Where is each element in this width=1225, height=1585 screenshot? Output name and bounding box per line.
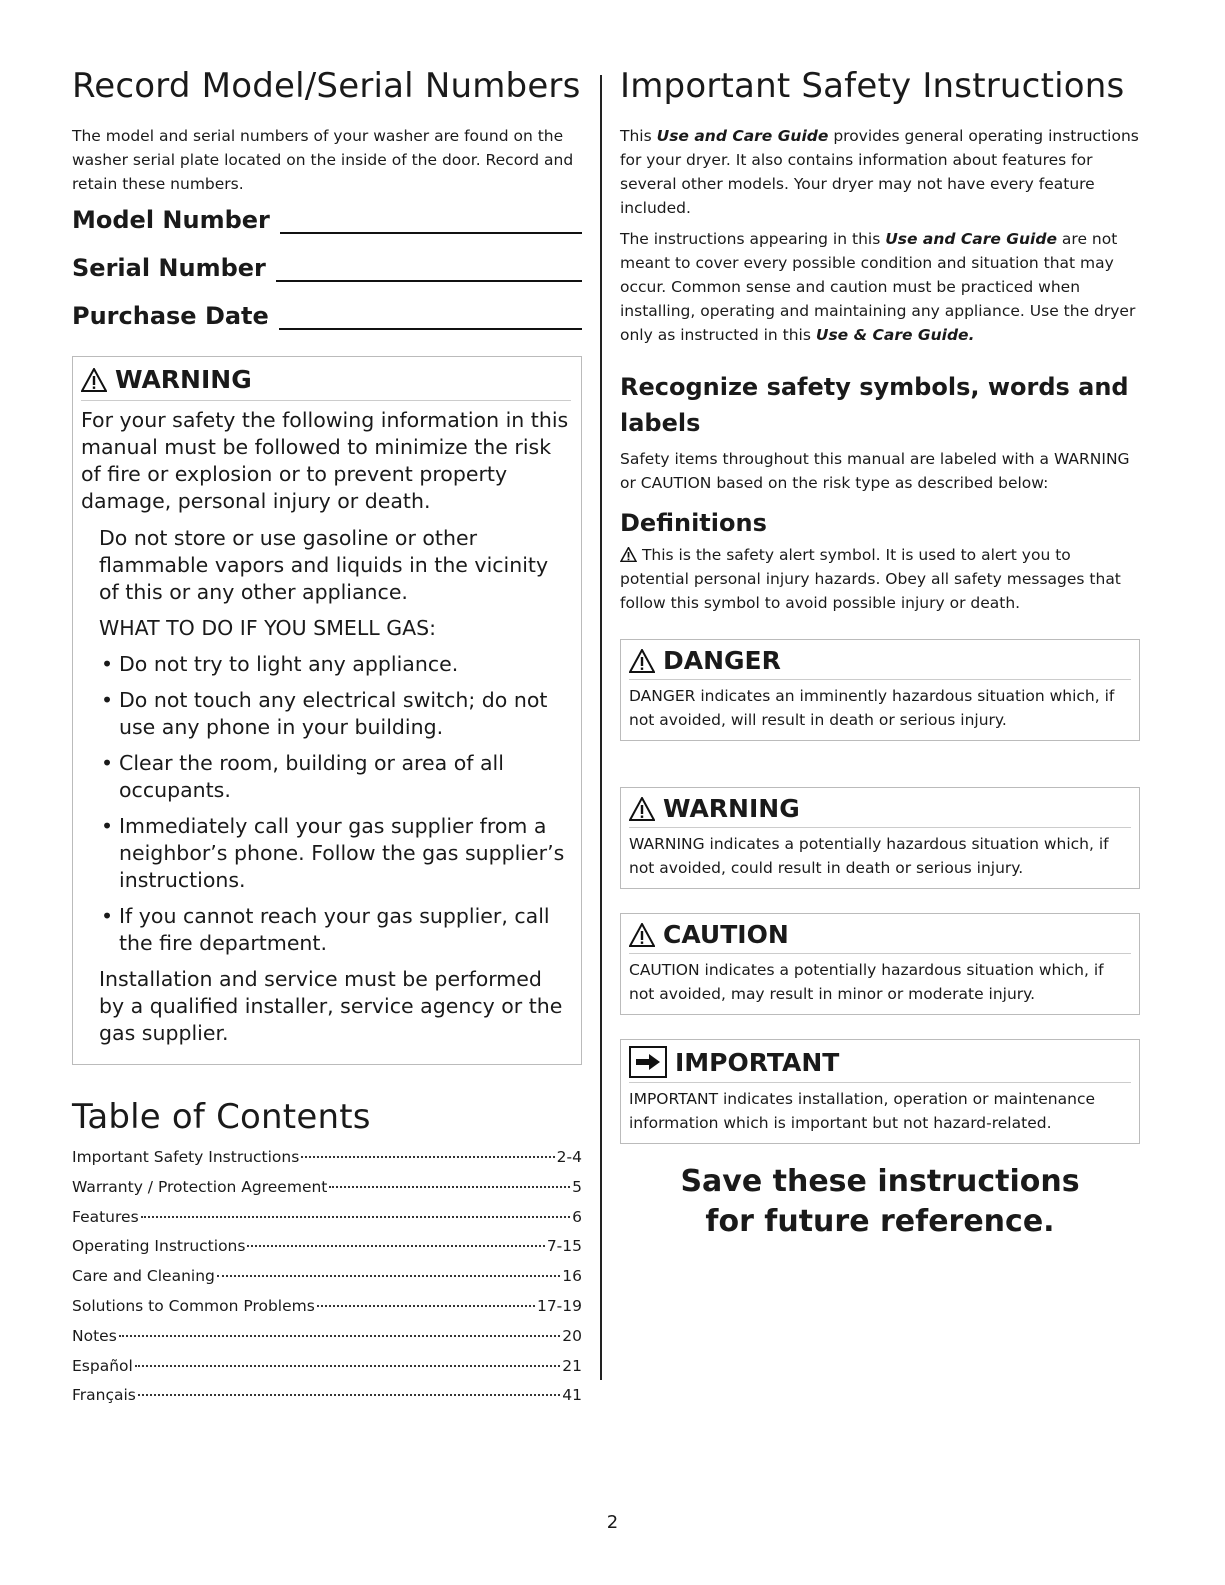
serial-number-line: [276, 256, 582, 282]
gas-warning-header: [81, 365, 571, 394]
definitions-text: This is the safety alert symbol. It is used to alert you to potential personal injury hazards. Obey all safety messages that follow this symbol to avoid possible injury or death.: [620, 546, 1121, 612]
safety-paragraph-2: The instructions appearing in this Use and Care Guide are not meant to cover every possible condition and situation that may occur. Common sense and caution must be practiced when installing, operating and maintaining any appliance. Use the dryer only as instructed in this Use & Care Guide.: [620, 230, 1136, 344]
warning-text: WARNING indicates a potentially hazardous situation which, if not avoided, could result in death or serious injury.: [629, 827, 1131, 880]
toc-label: Important Safety Instructions: [72, 1148, 300, 1166]
toc-row[interactable]: [72, 1381, 582, 1411]
warning-box: [620, 787, 1140, 889]
save-line-2: for future reference.: [705, 1204, 1055, 1239]
toc-row[interactable]: [72, 1143, 582, 1173]
column-divider: [600, 75, 602, 1380]
toc-label: Notes: [72, 1326, 117, 1345]
warning-triangle-icon: [629, 649, 655, 673]
definitions-heading: Definitions: [620, 509, 767, 537]
purchase-date-field[interactable]: [72, 302, 582, 330]
warning-triangle-icon: [81, 368, 107, 392]
gas-warning-box: [72, 356, 582, 1065]
caution-text: CAUTION indicates a potentially hazardous situation which, if not avoided, may result in minor or moderate injury.: [629, 953, 1131, 1006]
toc-dots: [217, 1275, 560, 1277]
danger-text: DANGER indicates an imminently hazardous situation which, if not avoided, will result in death or serious injury.: [629, 679, 1131, 732]
danger-box: [620, 639, 1140, 741]
safety-intro: [620, 124, 1140, 347]
model-number-field[interactable]: [72, 206, 582, 234]
gas-warning-intro: For your safety the following information in this manual must be followed to minimize the risk of fire or explosion or to prevent property damage, personal injury or death.: [81, 408, 569, 513]
toc-row[interactable]: [72, 1232, 582, 1262]
page-number: 2: [606, 1512, 619, 1533]
toc-page: 7-15: [546, 1237, 582, 1256]
toc-dots: [301, 1156, 554, 1158]
purchase-date-label: Purchase Date: [72, 302, 269, 330]
safety-paragraph-1: This Use and Care Guide provides general operating instructions for your dryer. It also contains information about features for several other models. Your dryer may not have every feature included.: [620, 127, 1139, 217]
caution-box: [620, 913, 1140, 1015]
toc-dots: [141, 1216, 570, 1218]
list-item: • If you cannot reach your gas supplier, call the fire department.: [99, 903, 571, 957]
toc-label: Care and Cleaning: [72, 1267, 215, 1286]
toc-label: Warranty / Protection Agreement: [72, 1177, 328, 1196]
toc-dots: [247, 1245, 544, 1247]
toc-page: 16: [562, 1267, 582, 1286]
toc-page: 20: [562, 1326, 582, 1345]
toc-row[interactable]: [72, 1352, 582, 1382]
table-of-contents: [72, 1097, 582, 1411]
save-line-1: Save these instructions: [680, 1164, 1080, 1199]
right-column: [620, 66, 1140, 1242]
toc-label: Features: [72, 1207, 139, 1226]
recognize-text: Safety items throughout this manual are labeled with a WARNING or CAUTION based on the risk type as described below:: [620, 450, 1130, 492]
toc-row[interactable]: [72, 1173, 582, 1203]
toc-row[interactable]: [72, 1262, 582, 1292]
serial-number-field[interactable]: [72, 254, 582, 282]
important-text: IMPORTANT indicates installation, operation or maintenance information which is important but not hazard-related.: [629, 1082, 1131, 1135]
toc-dots: [317, 1305, 535, 1307]
toc-row[interactable]: [72, 1203, 582, 1233]
toc-row[interactable]: [72, 1322, 582, 1352]
toc-page: 17-19: [536, 1296, 582, 1315]
safety-title: Important Safety Instructions: [620, 66, 1125, 106]
save-instructions: [620, 1162, 1140, 1242]
list-item: • Do not touch any electrical switch; do not use any phone in your building.: [99, 687, 571, 741]
caution-title: CAUTION: [663, 920, 789, 949]
toc-page: 21: [562, 1356, 582, 1375]
list-item: • Clear the room, building or area of all occupants.: [99, 750, 571, 804]
important-title: IMPORTANT: [675, 1047, 840, 1077]
model-number-label: Model Number: [72, 206, 270, 234]
model-number-line: [280, 208, 582, 234]
list-item: • Immediately call your gas supplier from a neighbor’s phone. Follow the gas supplier’s instructions.: [99, 813, 571, 894]
gas-warning-what-to-do: WHAT TO DO IF YOU SMELL GAS:: [99, 616, 437, 640]
warning-triangle-icon: [629, 797, 655, 821]
record-title: Record Model/Serial Numbers: [72, 66, 581, 106]
warning-triangle-icon: [629, 923, 655, 947]
warning-title: WARNING: [663, 794, 800, 823]
toc-label: Operating Instructions: [72, 1237, 246, 1256]
toc-dots: [329, 1186, 570, 1188]
toc-title: Table of Contents: [72, 1097, 371, 1137]
serial-number-label: Serial Number: [72, 254, 266, 282]
toc-page: 2-4: [556, 1148, 582, 1166]
recognize-heading: Recognize safety symbols, words and labels: [620, 373, 1129, 437]
toc-page: 41: [562, 1386, 582, 1405]
gas-warning-store: Do not store or use gasoline or other flammable vapors and liquids in the vicinity of this or any other appliance.: [99, 526, 549, 604]
toc-label: Solutions to Common Problems: [72, 1296, 315, 1315]
toc-dots: [138, 1394, 560, 1396]
toc-page: 6: [572, 1207, 582, 1226]
safety-alert-icon: [620, 547, 637, 562]
toc-dots: [135, 1365, 560, 1367]
danger-title: DANGER: [663, 646, 781, 675]
gas-warning-title: WARNING: [115, 365, 252, 394]
list-item: • Do not try to light any appliance.: [99, 651, 571, 678]
purchase-date-line: [279, 304, 582, 330]
left-column: [72, 66, 582, 1411]
toc-label: Español: [72, 1356, 133, 1375]
arrow-right-icon: [629, 1046, 667, 1078]
gas-warning-bullets: [99, 651, 571, 957]
important-box: [620, 1039, 1140, 1144]
gas-warning-install: Installation and service must be performed by a qualified installer, service agency or the gas supplier.: [99, 967, 563, 1045]
toc-dots: [119, 1335, 560, 1337]
toc-page: 5: [572, 1177, 582, 1196]
toc-label: Français: [72, 1386, 136, 1405]
toc-row[interactable]: [72, 1292, 582, 1322]
record-text: The model and serial numbers of your washer are found on the washer serial plate located on the inside of the door. Record and retain these numbers.: [72, 127, 574, 193]
